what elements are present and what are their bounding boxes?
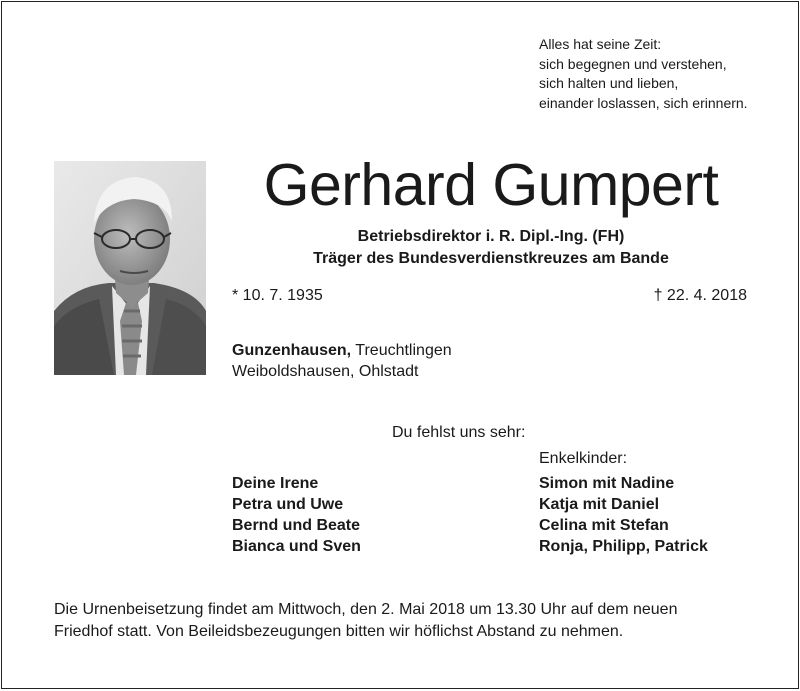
footer-line: Friedhof statt. Von Beileidsbezeugungen bitten wir höflichst Abstand zu nehmen. [54, 623, 624, 640]
poem [539, 35, 748, 113]
poem-line: sich halten und lieben, [539, 75, 679, 91]
grandchildren-label: Enkelkinder: [539, 450, 628, 467]
list-item: Petra und Uwe [232, 496, 344, 513]
family-list [232, 473, 361, 557]
list-item: Bianca und Sven [232, 538, 361, 555]
portrait-photo [54, 161, 206, 375]
mourners-heading: Du fehlst uns sehr: [392, 424, 526, 441]
list-item: Ronja, Philipp, Patrick [539, 538, 708, 555]
grandchildren-list [539, 473, 708, 557]
death-date: † 22. 4. 2018 [653, 287, 747, 304]
deceased-titles [230, 226, 752, 270]
place-rest: Treuchtlingen [351, 342, 452, 359]
list-item: Katja mit Daniel [539, 496, 660, 513]
list-item: Bernd und Beate [232, 517, 361, 534]
obituary-notice [1, 1, 799, 689]
funeral-info [54, 599, 754, 643]
poem-line: sich begegnen und verstehen, [539, 55, 727, 72]
poem-line: einander loslassen, sich erinnern. [539, 94, 748, 111]
list-item: Deine Irene [232, 475, 319, 492]
list-item: Simon mit Nadine [539, 475, 675, 492]
poem-line: Alles hat seine Zeit: [539, 36, 662, 52]
birth-date: * 10. 7. 1935 [232, 287, 323, 304]
place-bold: Gunzenhausen, [232, 342, 352, 359]
title-line: Betriebsdirektor i. R. Dipl.-Ing. (FH) [357, 228, 625, 245]
list-item: Celina mit Stefan [539, 517, 669, 534]
places-line-2: Weiboldshausen, Ohlstadt [232, 363, 419, 380]
places [232, 340, 452, 382]
title-line: Träger des Bundesverdienstkreuzes am Bande [313, 250, 669, 267]
footer-line: Die Urnenbeisetzung findet am Mittwoch, den 2. Mai 2018 um 13.30 Uhr auf dem neuen [54, 601, 678, 618]
places-line-1 [232, 340, 452, 361]
deceased-name: Gerhard Gumpert [263, 152, 719, 218]
